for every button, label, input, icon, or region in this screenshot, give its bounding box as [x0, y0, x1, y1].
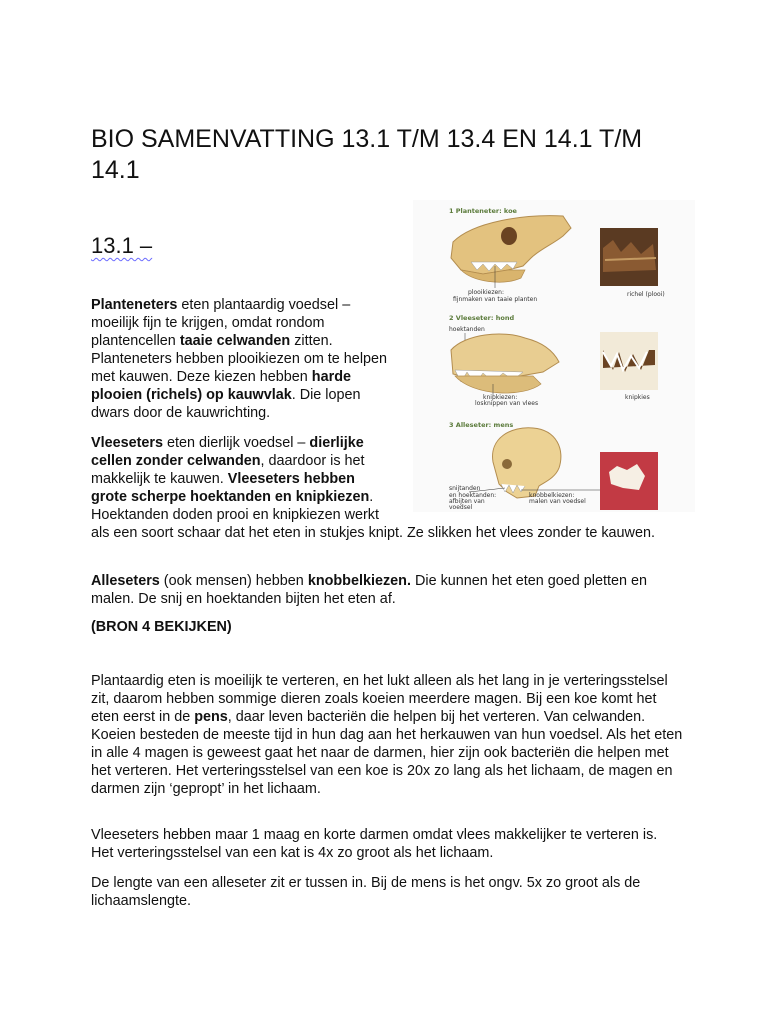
panel1-label-richel: richel (plooi) [627, 291, 665, 298]
text-span: eten dierlijk voedsel – [163, 435, 310, 451]
text-span: Die kunnen het eten goed pletten en malen. De snij en hoektanden bijten het eten af. [91, 573, 648, 607]
panel3-label-malen: malen van voedsel [529, 498, 586, 505]
panel1-label-plooikiezen: plooikiezen: [468, 289, 504, 296]
panel3-label-voedsel: voedsel [449, 504, 473, 511]
panel1-title: 1 Planteneter: koe [449, 207, 517, 215]
text-span: Plantaardig eten is moeilijk te verteren, en het lukt alleen als het lang in je verteringsstelsel zit, daarom hebben sommige dieren zoals koeien meerdere magen. Bij een koe komt het eten eerst in de [91, 673, 668, 725]
panel1-label-fijnmaken: fijnmaken van taaie planten [453, 296, 538, 303]
dog-skull-icon [451, 334, 559, 393]
paragraph-vleeseters-maag: Vleeseters hebben maar 1 maag en korte darmen omdat vlees makkelijker te verteren is. Het verteringsstelsel van een kat is 4x zo groot als het lichaam. [91, 827, 658, 861]
text-span: , daar leven bacteriën die helpen bij het verteren. Van celwanden. Koeien besteden de meeste tijd in hun dag aan het herkauwen van hun voedsel. Als het eten in alle 4 magen is geweest gaat het naar de darmen, hier zijn ook bacteriën die helpen met het verteren. Het verteringsstelsel van een koe is 20x zo lang als het lichaam, de magen en darmen zijn ‘gepropt’ in het lichaam. [91, 709, 683, 797]
section-heading-text: 13.1 – [91, 233, 153, 258]
document-title: BIO SAMENVATTING 13.1 T/M 13.4 EN 14.1 T/M 14.1 [91, 125, 643, 184]
paragraph-planteneters [91, 296, 391, 422]
panel2-label-hoektanden: hoektanden [449, 326, 485, 333]
panel3-label-knobbelkiezen: knobbelkiezen: [529, 492, 575, 499]
text-span: (ook mensen) hebben [159, 573, 308, 589]
panel3-label-hoektanden: en hoektanden: [449, 492, 497, 499]
paragraph-vleeseters [91, 434, 391, 524]
panel3-title: 3 Alleseter: mens [449, 421, 514, 429]
cow-skull-icon [451, 216, 571, 282]
term-pens: pens [194, 709, 228, 725]
panel2-label-knipkiezen: knipkiezen: [483, 394, 518, 401]
term-vleeseters: Vleeseters [91, 435, 164, 451]
term-planteneters: Planteneters [91, 297, 178, 313]
panel3-label-afbijten: afbijten van [449, 498, 485, 505]
text-span: . Die lopen dwars door de kauwrichting. [91, 387, 361, 421]
paragraph-alleseter-lengte: De lengte van een alleseter zit er tussen in. Bij de mens is het ongv. 5x zo groot als de lichaamslengte. [91, 875, 641, 909]
section-heading [91, 232, 152, 260]
term-dierlijke-cellen: dierlijke cellen zonder celwanden [91, 435, 364, 469]
paragraph-alleseters [91, 572, 681, 608]
text-span: eten plantaardig voedsel – moeilijk fijn te krijgen, omdat rondom plantencellen [91, 297, 351, 349]
text-span: , daardoor is het makkelijk te kauwen. [91, 453, 365, 487]
note-bron: (BRON 4 BEKIJKEN) [91, 619, 232, 635]
term-taaie-celwanden: taaie celwanden [179, 333, 291, 349]
paragraph-vleeseters-cont: als een soort schaar dat het eten in stukjes knipt. Ze slikken het vlees zonder te kauwen. [91, 525, 655, 541]
panel2-label-losknippen: losknippen van vlees [475, 400, 539, 407]
term-harde-plooien: harde plooien (richels) op kauwvlak [91, 369, 351, 403]
paragraph-vertering [91, 672, 685, 798]
panel2-title: 2 Vleeseter: hond [449, 314, 515, 322]
term-knobbelkiezen: knobbelkiezen. [307, 573, 411, 589]
human-skull-icon [493, 428, 561, 498]
text-span: . Hoektanden doden prooi en knipkiezen werkt [91, 489, 380, 523]
term-hoektanden-knipkiezen: Vleeseters hebben grote scherpe hoektanden en knipkiezen [91, 471, 370, 505]
term-alleseters: Alleseters [91, 573, 160, 589]
panel3-label-snijtanden: snijtanden [449, 485, 481, 492]
skull-comparison-illustration [413, 200, 695, 512]
panel2-label-knipkies: knipkies [625, 394, 650, 401]
skull-comparison-figure [413, 200, 695, 512]
text-span: zitten. Planteneters hebben plooikiezen om te helpen met kauwen. Deze kiezen hebben [91, 333, 388, 385]
